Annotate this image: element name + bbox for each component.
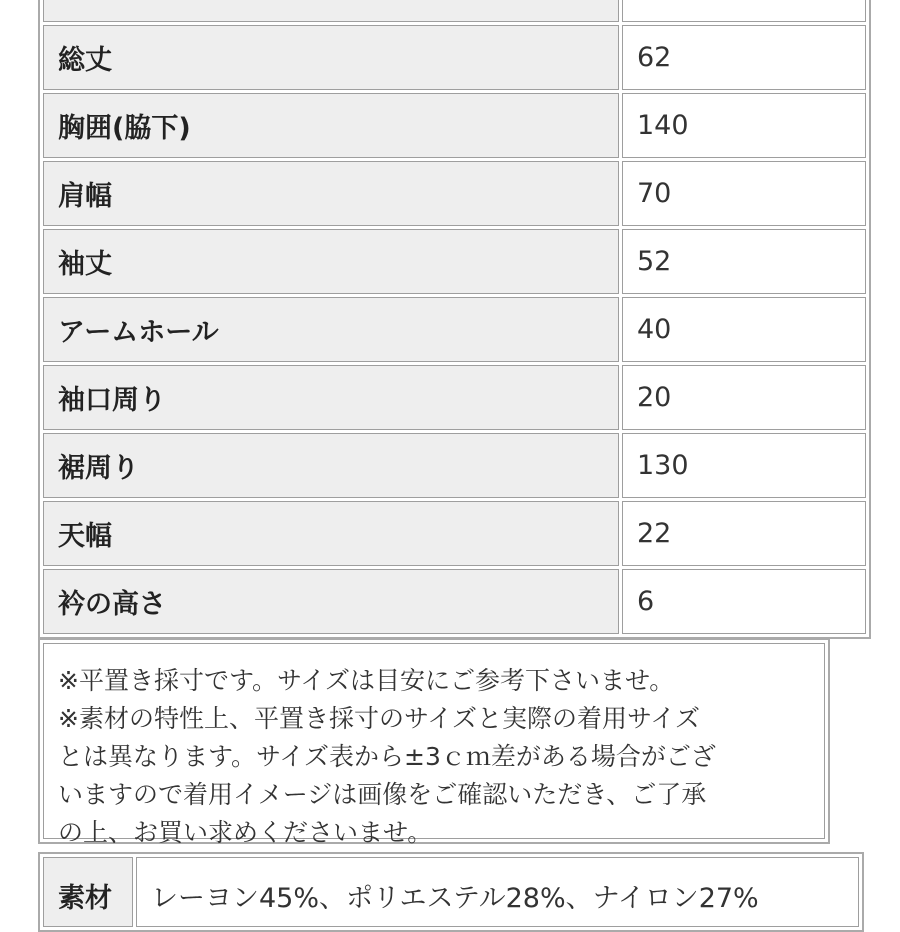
table-row xyxy=(43,93,866,158)
size-label: 袖丈 xyxy=(43,229,619,294)
size-label: 衿の高さ xyxy=(43,569,619,634)
table-row xyxy=(43,0,866,22)
size-value: 62 xyxy=(622,25,866,90)
note-line: いますので着用イメージは画像をご確認いただき、ご了承 xyxy=(58,780,707,809)
size-value: 20 xyxy=(622,365,866,430)
material-row xyxy=(38,852,864,932)
size-label xyxy=(43,0,619,22)
table-row xyxy=(43,433,866,498)
size-label: 袖口周り xyxy=(43,365,619,430)
notes-content xyxy=(43,643,825,847)
size-value: 40 xyxy=(622,297,866,362)
note-line: の上、お買い求めくださいませ。 xyxy=(58,818,433,847)
material-value: レーヨン45%、ポリエステル28%、ナイロン27% xyxy=(136,857,859,927)
size-value: 22 xyxy=(622,501,866,566)
table-row xyxy=(43,297,866,362)
size-value: 52 xyxy=(622,229,866,294)
table-row xyxy=(43,501,866,566)
size-label: 裾周り xyxy=(43,433,619,498)
size-value xyxy=(622,0,866,22)
note-line: ※素材の特性上、平置き採寸のサイズと実際の着用サイズ xyxy=(58,704,700,733)
table-row xyxy=(43,569,866,634)
size-label: 胸囲(脇下) xyxy=(43,93,619,158)
table-row xyxy=(43,229,866,294)
table-row xyxy=(43,25,866,90)
table-row xyxy=(43,161,866,226)
note-line: ※平置き採寸です。サイズは目安にご参考下さいませ。 xyxy=(58,666,675,695)
size-value: 70 xyxy=(622,161,866,226)
material-label: 素材 xyxy=(43,857,133,927)
notes-box xyxy=(38,638,830,847)
size-label: 天幅 xyxy=(43,501,619,566)
size-label: 肩幅 xyxy=(43,161,619,226)
note-line: とは異なります。サイズ表から±3ｃｍ差がある場合がござ xyxy=(58,742,716,771)
size-label: アームホール xyxy=(43,297,619,362)
table-row xyxy=(43,365,866,430)
size-value: 6 xyxy=(622,569,866,634)
size-table xyxy=(38,0,871,639)
size-label: 総丈 xyxy=(43,25,619,90)
size-value: 130 xyxy=(622,433,866,498)
size-value: 140 xyxy=(622,93,866,158)
